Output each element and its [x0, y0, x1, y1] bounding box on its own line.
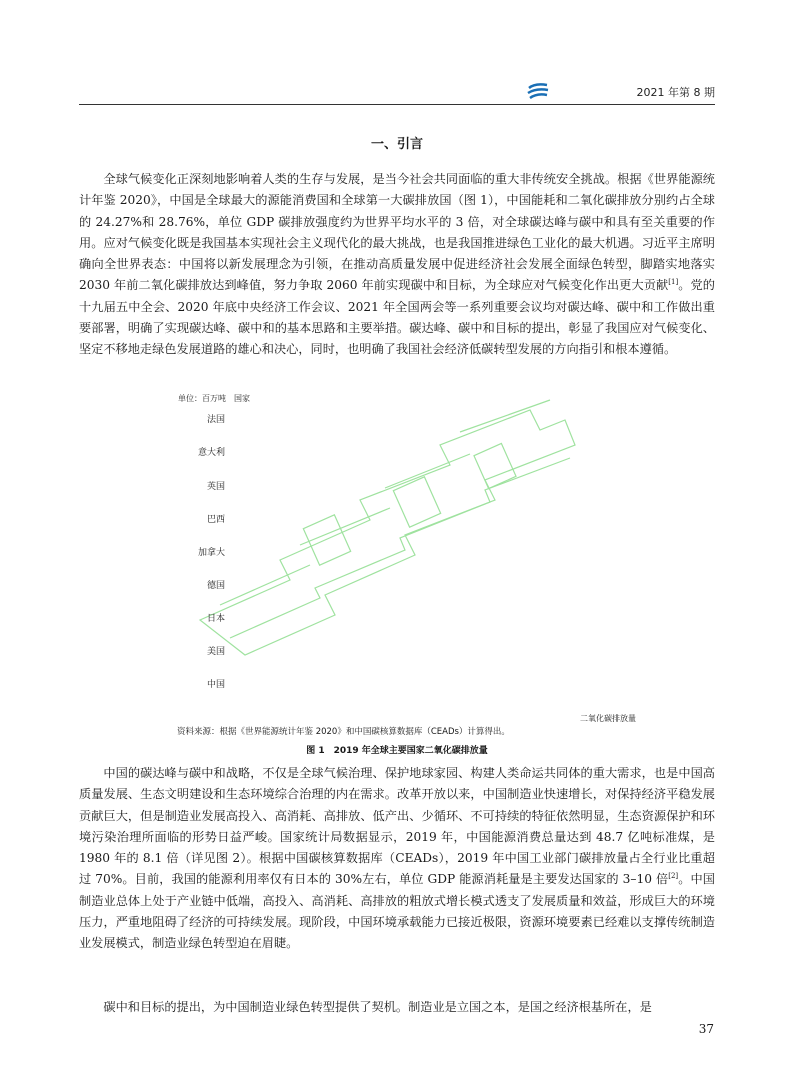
paragraph-text: 。中国制造业总体上处于产业链中低端，高投入、高消耗、高排放的粗放式增长模式透支了发展质量和效益，形成巨大的环境压力，严重地阻碍了经济的可持续发展。现阶段，中国环境承载能力已接近极限，资源环境要素已经难以支撑传统制造业发展模式，制造业绿色转型迫在眉睫。 [79, 872, 715, 951]
section-title: 一、引言 [370, 137, 423, 152]
page-header [79, 78, 715, 105]
country-label: 美国 [206, 647, 225, 657]
figure-caption: 图 1 2019 年全球主要国家二氧化碳排放量 [306, 746, 488, 756]
country-label: 日本 [206, 614, 225, 624]
citation-ref: [2] [668, 872, 679, 881]
page-number: 37 [698, 1022, 714, 1036]
country-label: 巴西 [206, 515, 225, 525]
journal-logo-icon [527, 82, 549, 100]
chart-unit-label: 单位：百万吨 国家 [178, 394, 250, 403]
watermark [170, 370, 590, 660]
paragraph-intro [79, 169, 715, 361]
country-label: 意大利 [197, 448, 225, 458]
country-label: 德国 [206, 581, 225, 591]
country-label: 法国 [206, 415, 225, 425]
issue-label: 2021 年第 8 期 [636, 86, 715, 99]
country-label: 英国 [206, 482, 225, 492]
paragraph-body [79, 763, 715, 955]
paragraph-continuation: 碳中和目标的提出，为中国制造业绿色转型提供了契机。制造业是立国之本，是国之经济根基所在，是 [103, 1000, 652, 1014]
country-label: 中国 [206, 680, 225, 690]
figure-source: 资料来源：根据《世界能源统计年鉴 2020》和中国碳核算数据库（CEADs）计算得出。 [177, 727, 510, 737]
paragraph-text: 。党的十九届五中全会、2020 年底中央经济工作会议、2021 年全国两会等一系列重要会议均对碳达峰、碳中和工作做出重要部署，明确了实现碳达峰、碳中和的基本思路和主要举措。碳达峰、碳中和目标的提出，彰显了我国应对气候变化、坚定不移地走绿色发展道路的雄心和决心，同时，也明确了我国社会经济低碳转型发展的方向指引和根本遵循。 [79, 278, 715, 357]
paragraph-text: 全球气候变化正深刻地影响着人类的生存与发展，是当今社会共同面临的重大非传统安全挑战。根据《世界能源统计年鉴 2020》，中国是全球最大的源能消费国和全球第一大碳排放国（图 1），中国能耗和二氧化碳排放分别约占全球的 24.27%和 28.76%，单位 GDP 碳排放强度约为世界平均水平的 3 倍，对全球碳达峰与碳中和具有至关重要的作用。应对气候变化既是我国基本实现社会主义现代化的最大挑战，也是我国推进绿色工业化的最大机遇。习近平主席明确向全世界表态：中国将以新发展理念为引领，在推动高质量发展中促进经济社会发展全面绿色转型，脚踏实地落实 2030 年前二氧化碳排放达到峰值，努力争取 2060 年前实现碳中和目标，为全球应对气候变化作出更大贡献 [79, 172, 715, 293]
paragraph-text: 中国的碳达峰与碳中和战略，不仅是全球气候治理、保护地球家园、构建人类命运共同体的重大需求，也是中国高质量发展、生态文明建设和生态环境综合治理的内在需求。改革开放以来，中国制造业快速增长，对保持经济平稳发展贡献巨大，但是制造业发展高投入、高消耗、高排放、低产出、少循环、不可持续的特征依然明显，生态资源保护和环境污染治理所面临的形势日益严峻。国家统计局数据显示，2019 年，中国能源消费总量达到 48.7 亿吨标准煤，是 1980 年的 8.1 倍（详见图 2）。根据中国碳核算数据库（CEADs），2019 年中国工业部门碳排放量占全行业比重超过 70%。目前，我国的能源利用率仅有日本的 30%左右，单位 GDP 能源消耗量是主要发达国家的 3–10 倍 [79, 766, 715, 887]
country-label: 加拿大 [197, 548, 225, 558]
chart-x-axis-label: 二氧化碳排放量 [580, 714, 636, 723]
citation-ref: [1] [668, 278, 679, 287]
